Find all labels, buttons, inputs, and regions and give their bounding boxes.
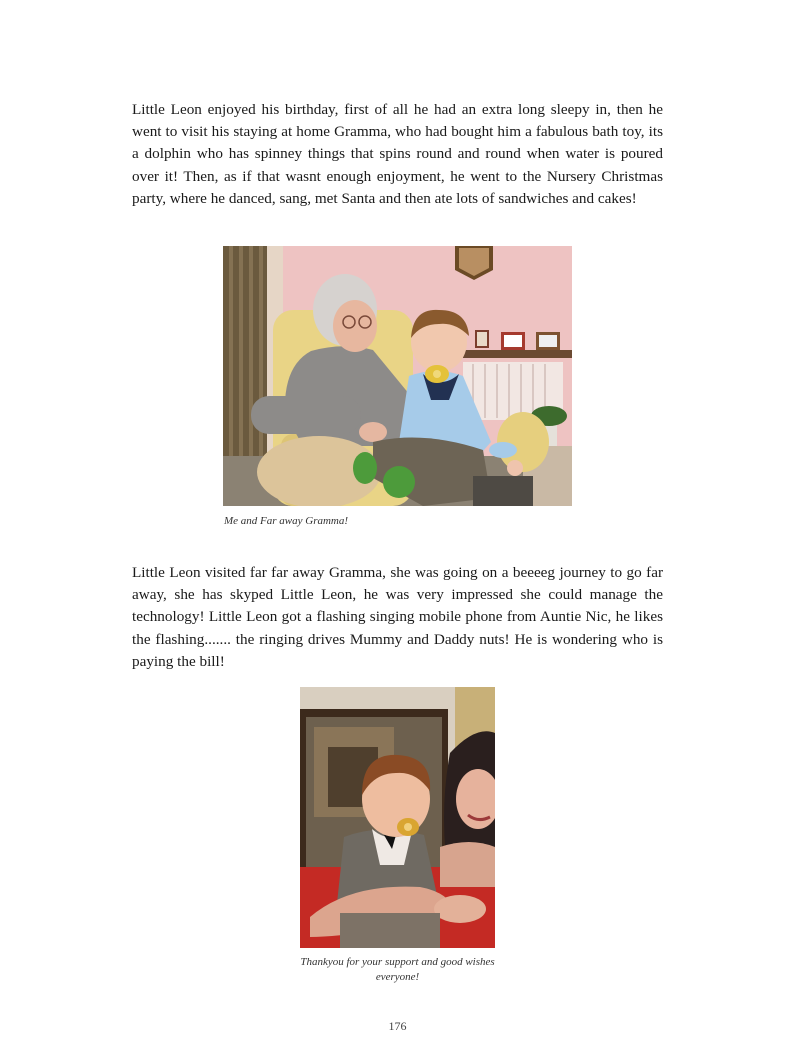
paragraph-birthday: Little Leon enjoyed his birthday, first of all he had an extra long sleepy in, then he went to visit his staying at home Gramma, who had bought him a fabulous bath toy, its a dolphin who has spinney things that spins round and round when water is poured over it! Then, as if that wasnt enough enjoyment, he went to the Nursery Christmas party, where he danced, sang, met Santa and then ate lots of sandwiches and cakes! xyxy=(132,101,663,207)
page-number: 176 xyxy=(388,1019,407,1033)
paragraph-skype-visit: Little Leon visited far far away Gramma, she was going on a beeeeg journey to go far away, she has skyped Little Leon, he was very impressed she could manage the technology! Little Leon got a flashing singing mobile phone from Auntie Nic, he likes the flashing....... the ringing drives Mummy and Daddy nuts! He is wondering who is paying the bill! xyxy=(132,564,663,670)
photo-leon-with-auntie xyxy=(300,687,495,948)
photo-caption-1: Me and Far away Gramma! xyxy=(224,515,349,527)
photo-caption-2: Thankyou for your support and good wishes everyone! xyxy=(300,956,495,983)
photo-leon-with-gramma xyxy=(223,246,572,506)
